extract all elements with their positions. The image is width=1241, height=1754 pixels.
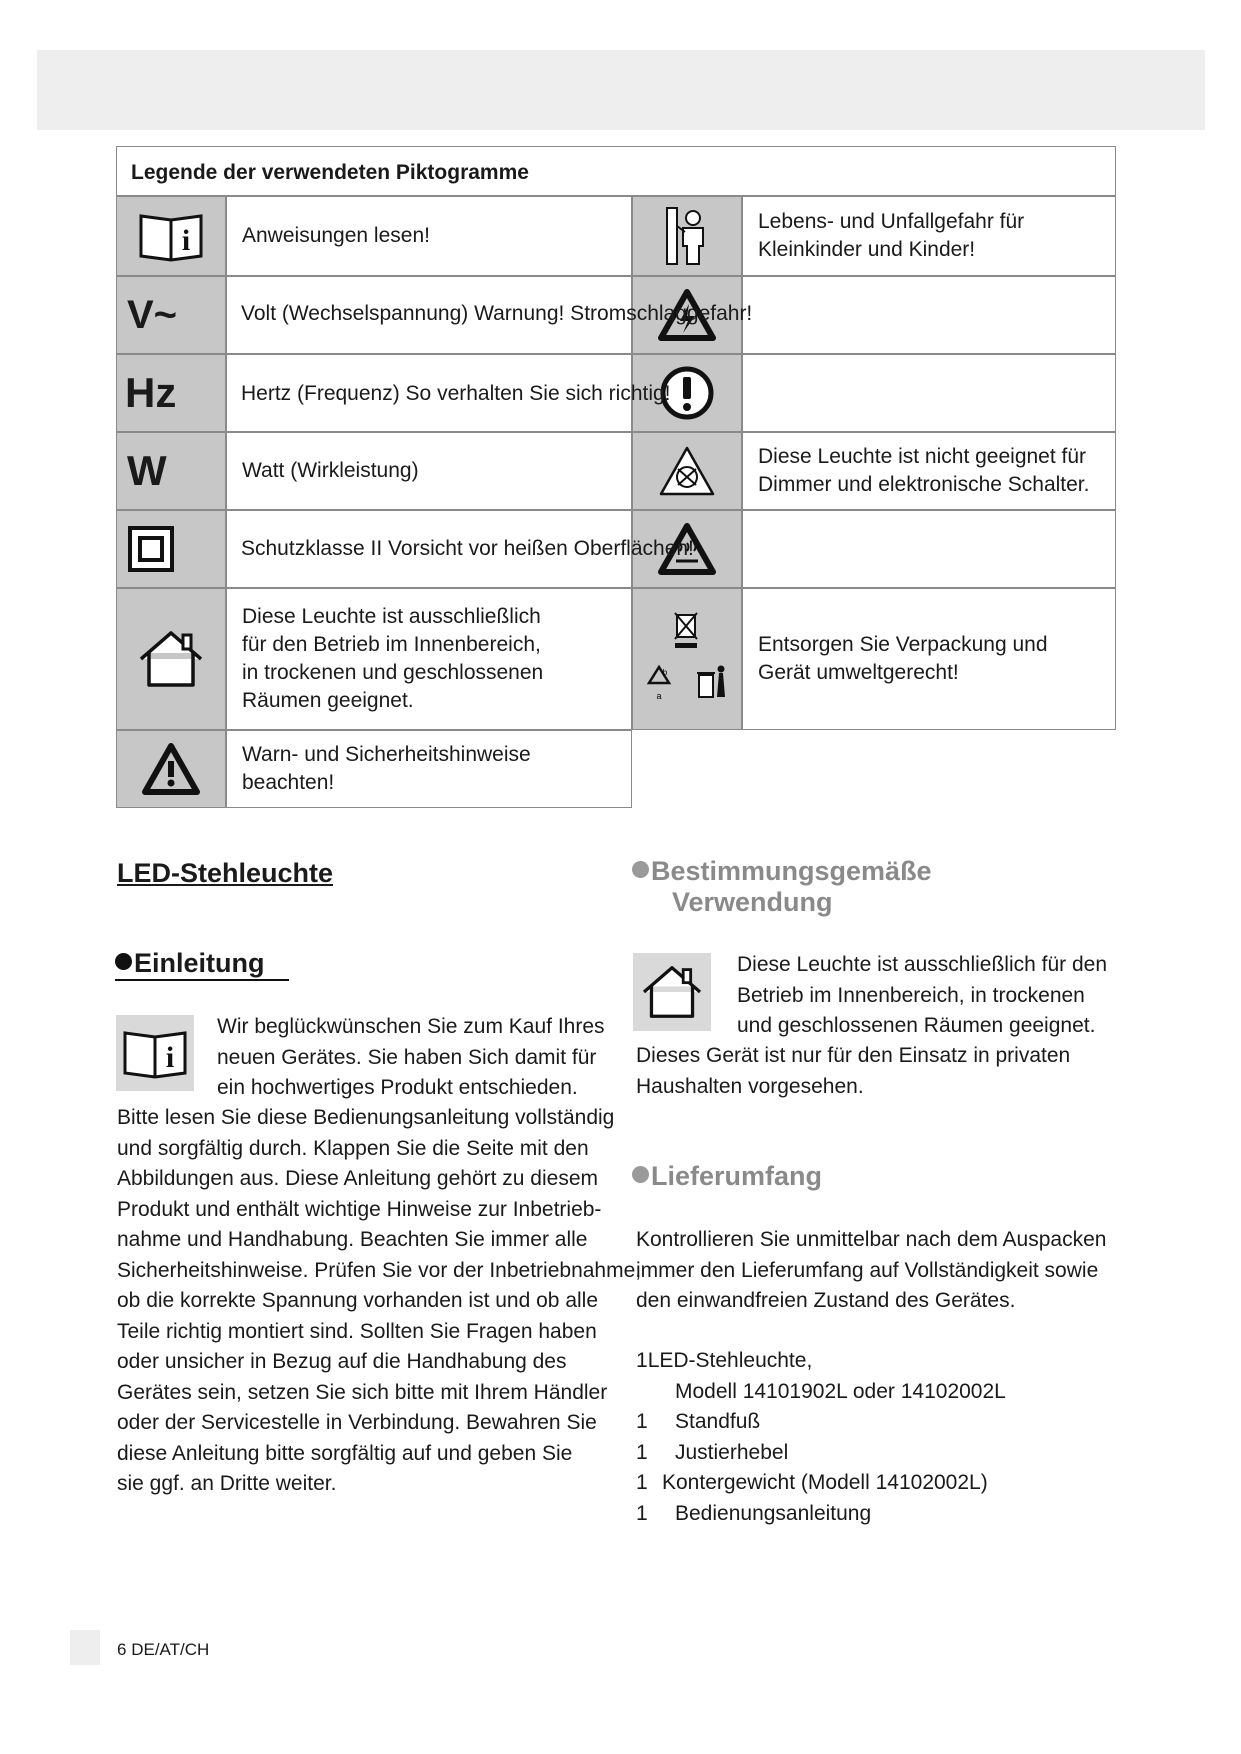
child-danger-icon [632, 196, 742, 276]
bestimmung-heading-line1: Bestimmungsgemäße [651, 856, 932, 886]
text-line: ob die korrekte Spannung vorhanden ist und ob alle [117, 1289, 599, 1312]
list-item [636, 1346, 812, 1376]
einleitung-body [117, 1103, 641, 1500]
text-line: Diese Leuchte ist ausschließlich für den [737, 953, 1108, 976]
empty-cell [742, 510, 1116, 588]
text-line: und geschlossenen Räumen geeignet. [737, 1014, 1096, 1037]
text-line: Kontrollieren Sie unmittelbar nach dem Auspacken [636, 1228, 1107, 1251]
item-qty: 1 [636, 1410, 648, 1433]
bestimmung-body [636, 1041, 1070, 1102]
product-title: LED-Stehleuchte [117, 858, 334, 888]
einleitung-intro [217, 1012, 605, 1104]
legend-text-watt: Watt (Wirkleistung) [226, 432, 632, 510]
text-line: Dieses Gerät ist nur für den Einsatz in privaten [636, 1044, 1071, 1067]
no-dimmer-icon [632, 432, 742, 510]
svg-text:i: i [165, 1041, 175, 1074]
text-line: immer den Lieferumfang auf Vollständigkeit sowie [636, 1258, 1099, 1282]
text-line: diese Anleitung bitte sorgfältig auf und geben Sie [117, 1441, 573, 1465]
list-item [636, 1499, 871, 1529]
item-qty: 1 [636, 1471, 648, 1494]
list-item [636, 1438, 788, 1468]
item-text: Standfuß [675, 1410, 761, 1433]
text-line: ein hochwertiges Produkt entschieden. [217, 1076, 578, 1099]
einleitung-heading [115, 948, 289, 981]
text-line: sie ggf. an Dritte weiter. [117, 1472, 337, 1495]
legend-text-dimmer: Diese Leuchte ist nicht geeignet für Dimmer und elektronische Schalter. [742, 432, 1116, 510]
item-text: Kontergewicht (Modell 14102002L) [662, 1471, 988, 1494]
svg-text:a: a [656, 691, 662, 701]
text-line: oder der Servicestelle in Verbindung. Bewahren Sie [117, 1411, 597, 1434]
legend-text-read: Anweisungen lesen! [226, 196, 632, 276]
legend-text-indoor: Diese Leuchte ist ausschließlich für den Betrieb im Innenbereich, in trockenen und geschlossenen Räumen geeignet. [226, 588, 632, 730]
text-line: Gerätes sein, setzen Sie sich bitte mit Ihrem Händler [117, 1380, 608, 1404]
text-line: und sorgfältig durch. Klappen Sie die Seite mit den [117, 1136, 589, 1160]
svg-text:i: i [181, 224, 191, 257]
text-line: Betrieb im Innenbereich, in trockenen [737, 983, 1085, 1007]
hertz-symbol: Hz [125, 369, 177, 416]
recycling-disposal-icon [632, 588, 742, 730]
volt-symbol: V~ [127, 292, 178, 337]
volt-icon [116, 276, 226, 354]
text-line: nahme und Handhabung. Beachten Sie immer alle [117, 1228, 588, 1251]
legend-text-child: Lebens- und Unfallgefahr für Kleinkinder und Kinder! [742, 196, 1116, 276]
legend-title: Legende der verwendeten Piktogramme [116, 146, 1116, 196]
bullet-icon [115, 953, 132, 970]
list-item [675, 1377, 1006, 1407]
text-line: Teile richtig montiert sind. Sollten Sie Fragen haben [117, 1319, 597, 1343]
hertz-icon [116, 354, 226, 432]
watt-icon [116, 432, 226, 510]
list-item [636, 1407, 760, 1437]
read-instructions-icon [116, 1015, 194, 1091]
empty-cell [742, 354, 1116, 432]
text-line: neuen Gerätes. Sie haben Sich damit für [217, 1045, 597, 1069]
legend-text-disposal: Entsorgen Sie Verpackung und Gerät umweltgerecht! [742, 588, 1116, 730]
page-number: 6 [117, 1640, 127, 1659]
lieferumfang-heading-text: Lieferumfang [651, 1161, 823, 1191]
text-line: den einwandfreien Zustand des Gerätes. [636, 1289, 1016, 1312]
bestimmung-heading-line2: Verwendung [672, 887, 833, 917]
text-line: Haushalten vorgesehen. [636, 1074, 864, 1098]
warning-triangle-icon [116, 730, 226, 808]
bestimmung-intro [737, 950, 1107, 1042]
legend-text-hertz: Hertz (Frequenz) So verhalten Sie sich richtig! [241, 382, 671, 405]
indoor-house-icon [633, 953, 711, 1031]
legend-text-volt: Volt (Wechselspannung) Warnung! Stromschlaggefahr! [241, 302, 753, 325]
indoor-house-icon [116, 588, 226, 730]
item-text: Bedienungsanleitung [675, 1502, 872, 1525]
text-line: Produkt und enthält wichtige Hinweise zur Inbetrieb- [117, 1197, 602, 1221]
list-item [636, 1468, 988, 1498]
item-text: Justierhebel [675, 1441, 789, 1464]
svg-text:b: b [662, 668, 668, 677]
empty-cell [742, 276, 1116, 354]
item-qty: 1 [636, 1502, 648, 1525]
lieferumfang-body [636, 1225, 1106, 1317]
page-footer [117, 1640, 209, 1660]
bestimmung-heading [632, 856, 932, 918]
watt-symbol: W [127, 447, 167, 494]
text-line: oder unsicher in Bezug auf die Handhabung des [117, 1350, 567, 1373]
item-text: LED-Stehleuchte, [647, 1349, 813, 1372]
bullet-icon [632, 1166, 649, 1183]
item-text: Modell 14101902L oder 14102002L [675, 1380, 1006, 1403]
text-line: Sicherheitshinweise. Prüfen Sie vor der Inbetriebnahme, [117, 1258, 642, 1282]
text-line: Abbildungen aus. Diese Anleitung gehört zu diesem [117, 1167, 598, 1190]
page-marker [70, 1630, 100, 1665]
lieferumfang-heading [632, 1161, 822, 1192]
einleitung-heading-text: Einleitung [134, 948, 265, 978]
item-qty: 1 [636, 1441, 648, 1464]
header-band [37, 50, 1205, 130]
legend-text-warnings: Warn- und Sicherheitshinweise beachten! [226, 730, 632, 808]
legend-text-protection: Schutzklasse II Vorsicht vor heißen Oberflächen! [241, 537, 694, 560]
page-locale: DE/AT/CH [131, 1640, 210, 1659]
text-line: Bitte lesen Sie diese Bedienungsanleitung vollständig [117, 1106, 615, 1129]
bullet-icon [632, 861, 649, 878]
read-instructions-icon [116, 196, 226, 276]
item-qty: 1 [636, 1349, 648, 1372]
text-line: Wir beglückwünschen Sie zum Kauf Ihres [217, 1015, 605, 1038]
protection-class-ii-icon [116, 510, 226, 588]
